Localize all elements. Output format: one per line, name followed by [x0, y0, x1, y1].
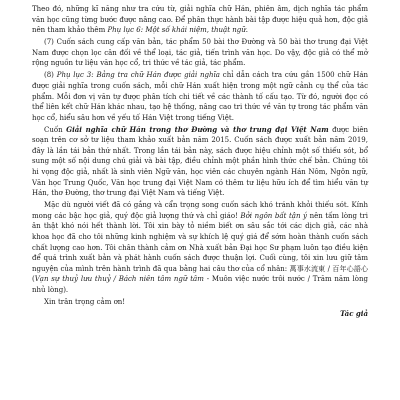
- paragraph-book: [32, 125, 368, 199]
- document-page: [32, 4, 368, 396]
- text-run: Mặc dù người viết đã có gắng và cẩn trọng song cuốn sách khó tránh khỏi thiếu sót. Kính mong các bậc học giả, quý độc giả lượng thứ và chỉ giáo!: [32, 201, 368, 220]
- text-run: (7) Cuốn sách cung cấp văn bản, tác phẩm 50 bài thơ Đường và 50 bài thơ trung đại Việt Nam được chọn lọc cân đối về thể loại, tác giả, tiến trình văn học. Do vậy, độc giả có thể mở rộng nguồn tư liệu văn học cổ, tri thức về tác giả, tác phẩm.: [32, 38, 368, 68]
- styled-text-run: 萬事水流東 / 百年心語心: [289, 264, 369, 273]
- text-run: được biên soạn trên cơ sở tư liệu tham khảo xuất bản năm 2015. Cuốn sách được xuất bản năm 2019, đây là lần tái bản thứ nhất. Trong lần tái bản này, sách được hiệu chỉnh một số thiếu sót, bổ sung một số nội dung chú giải và bài tập, điều chỉnh một phần hình thức chế bản. Chúng tôi hi vọng độc giả, nhất là sinh viên Ngữ văn, học viên các chuyên ngành Hán Nôm, Ngôn ngữ, Văn học Trung Quốc, Văn học trung đại Việt Nam có thêm tư liệu hữu ích để tìm hiểu văn tự Hán, thơ Đường, thơ trung đại Việt Nam và tiếng Việt.: [32, 125, 369, 198]
- styled-text-run: Phụ lục 6: Một số khái niệm, thuật ngữ.: [107, 26, 248, 35]
- text-run: nên tấm lòng tri ân thật khó nói hết thành lời. Tôi xin bày tỏ niềm biết ơn sâu sắc tới các dịch giả, các nhà khoa học đã cho tôi những kinh nghiệm và sự khích lệ quý giá để sớm hoàn thành cuốn sách chất lượng cao hơn. Tôi chân thành cảm ơn Nhà xuất bản Đại học Sư phạm luôn tạo điều kiện để quá trình xuất bản và phát hành cuốn sách được thuận lợi. Cuối cùng, tôi xin lưu giữ tâm nguyện của mình trên hành trình đã qua bằng hai câu thơ của cổ nhân:: [32, 211, 368, 273]
- styled-text-run: Phụ lục 3: Bảng tra chữ Hán được giải nghĩa: [56, 71, 220, 80]
- text-run: - Muôn việc nước trôi nước / Trăm năm lòng nhủ lòng).: [32, 275, 368, 294]
- paragraph-close: [32, 297, 368, 308]
- styled-text-run: Giải nghĩa chữ Hán trong thơ Đường và thơ trung đại Việt Nam: [66, 124, 329, 134]
- text-run: chỉ dẫn cách tra cứu gần 1500 chữ Hán được giải nghĩa trong cuốn sách, mỗi chữ Hán xuất hiện trong một ngữ cảnh cụ thể của tác phẩm. Mỗi đơn vị văn tự được phân tích chi tiết về các thành tố cấu tạo. Từ đó, người đọc có thể liên kết chữ Hán khác nhau, tạo hệ thống, nâng cao tri thức về văn tự trong tác phẩm văn học cổ, hiểu sâu hơn về yếu tố Hán Việt trong tiếng Việt.: [32, 71, 368, 122]
- text-run: (8): [44, 71, 57, 80]
- text-run: Cuốn: [44, 125, 67, 134]
- paragraph-8: [32, 70, 368, 123]
- styled-text-run: Bởi ngôn bất tận ý: [240, 211, 308, 220]
- styled-text-run: Vạn sự thuỷ lưu thuỷ / Bách niên tâm ngữ tâm: [34, 275, 204, 284]
- paragraph-thanks: [32, 200, 368, 295]
- text-run: (: [32, 275, 35, 284]
- text-run: Xin trân trọng cảm ơn!: [44, 297, 126, 306]
- body-text: [32, 4, 368, 308]
- text-run: Theo đó, những kĩ năng như tra cứu từ, giải nghĩa chữ Hán, phiên âm, dịch nghĩa tác phẩm văn học cũng từng bước được nâng cao. Để phân thực hành bài tập được hiệu quả hơn, độc giả nên tham khảo thêm: [32, 5, 368, 35]
- author-signature: Tác giả: [340, 308, 368, 318]
- paragraph-7: [32, 37, 368, 69]
- paragraph-intro: [32, 4, 368, 36]
